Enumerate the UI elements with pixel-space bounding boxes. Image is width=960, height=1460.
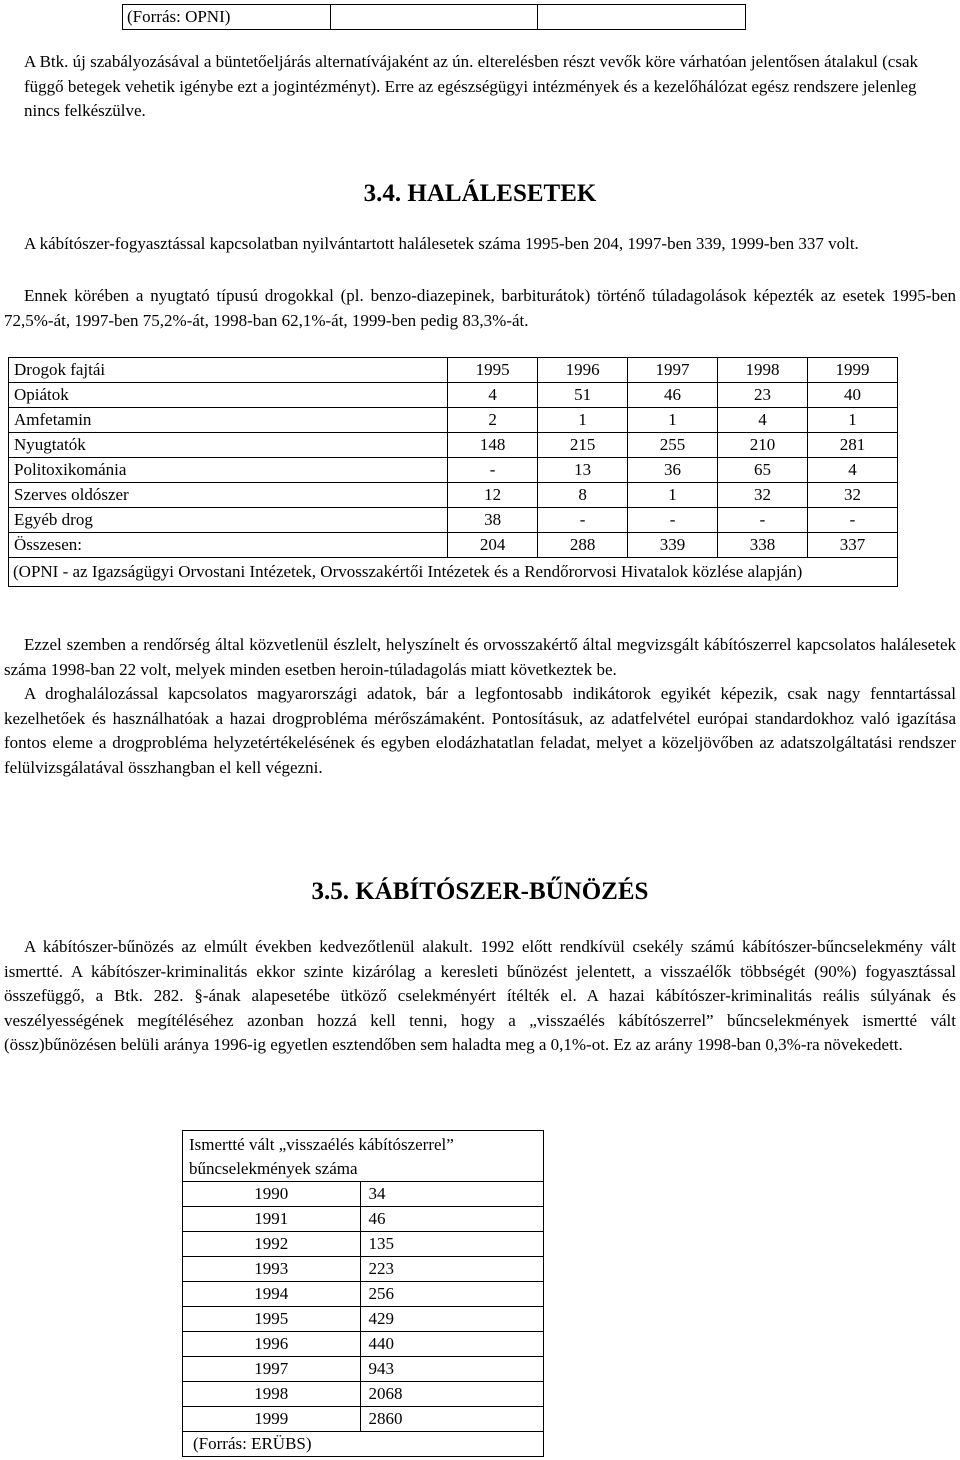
value-cell: 65	[718, 458, 808, 483]
drug-type-cell: Politoxikománia	[9, 458, 448, 483]
table-note-row	[9, 558, 898, 587]
police-deaths-paragraph: Ezzel szemben a rendőrség által közvetlenül észlelt, helyszínelt és orvosszakértő által megvizsgált kábítószerrel kapcsolatos halálesetek száma 1998-ban 22 volt, melyek minden esetben heroin-túladagolás miatt következtek be.	[4, 635, 956, 679]
crime-table-source-row	[183, 1432, 544, 1457]
value-cell: 1	[538, 408, 628, 433]
value-cell: 337	[807, 533, 897, 558]
top-source-cell: (Forrás: OPNI)	[123, 5, 331, 30]
post-table-body	[4, 633, 956, 780]
header-cell: 1998	[718, 358, 808, 383]
table-row	[9, 408, 898, 433]
table-row	[9, 483, 898, 508]
drug-type-cell: Szerves oldószer	[9, 483, 448, 508]
section-3-4-body	[4, 232, 956, 257]
value-cell: 4	[807, 458, 897, 483]
top-source-table	[122, 4, 746, 30]
sedatives-paragraph: Ennek körében a nyugtató típusú drogokkal (pl. benzo-diazepinek, barbiturátok) történő túladagolások képezték az esetek 1995-ben 72,5%-át, 1997-ben 75,2%-át, 1998-ban 62,1%-át, 1999-ben pedig 83,3%-át.	[4, 286, 956, 330]
value-cell: 4	[718, 408, 808, 433]
intro-paragraph: A Btk. új szabályozásával a büntetőeljárás alternatívájaként az ún. elterelésben részt vevők köre várhatóan jelentősen átalakul (csak függő betegek vehetik igénybe ezt a jogintézményt). Erre az egészségügyi intézmények és a kezelőhálózat egész rendszere jelenleg nincs felkészülve.	[24, 52, 919, 120]
value-cell: 23	[718, 383, 808, 408]
header-cell: 1996	[538, 358, 628, 383]
header-cell: 1997	[628, 358, 718, 383]
table-row-total	[9, 533, 898, 558]
value-cell: 1	[628, 483, 718, 508]
value-cell: 40	[807, 383, 897, 408]
drug-type-cell: Amfetamin	[9, 408, 448, 433]
header-cell: 1995	[448, 358, 538, 383]
year-cell: 1992	[183, 1232, 361, 1257]
drug-type-cell: Opiátok	[9, 383, 448, 408]
value-cell: 46	[628, 383, 718, 408]
table-row	[183, 1382, 544, 1407]
table-row	[183, 1307, 544, 1332]
year-cell: 1994	[183, 1282, 361, 1307]
value-cell: 281	[807, 433, 897, 458]
year-cell: 1990	[183, 1182, 361, 1207]
value-cell: 204	[448, 533, 538, 558]
drug-type-cell: Egyéb drog	[9, 508, 448, 533]
value-cell: 2	[448, 408, 538, 433]
value-cell: 51	[538, 383, 628, 408]
value-cell: -	[807, 508, 897, 533]
value-cell: 32	[718, 483, 808, 508]
deaths-paragraph: A kábítószer-fogyasztással kapcsolatban nyilvántartott halálesetek száma 1995-ben 204, 1997-ben 339, 1999-ben 337 volt.	[24, 234, 859, 253]
drug-type-cell: Nyugtatók	[9, 433, 448, 458]
value-cell: -	[538, 508, 628, 533]
table-row	[9, 458, 898, 483]
count-cell: 34	[360, 1182, 544, 1207]
crime-table-title: Ismertté vált „visszaélés kábítószerrel” bűncselekmények száma	[183, 1131, 544, 1182]
value-cell: 1	[807, 408, 897, 433]
header-cell: Drogok fajtái	[9, 358, 448, 383]
value-cell: 8	[538, 483, 628, 508]
value-cell: -	[628, 508, 718, 533]
year-cell: 1993	[183, 1257, 361, 1282]
value-cell: -	[448, 458, 538, 483]
header-cell: 1999	[807, 358, 897, 383]
table-row	[183, 1182, 544, 1207]
year-cell: 1991	[183, 1207, 361, 1232]
section-3-4-body-2	[4, 284, 956, 333]
value-cell: 38	[448, 508, 538, 533]
count-cell: 2068	[360, 1382, 544, 1407]
table-row	[9, 433, 898, 458]
table-header-row	[9, 358, 898, 383]
value-cell: 1	[628, 408, 718, 433]
crime-table-source: (Forrás: ERÜBS)	[183, 1432, 544, 1457]
table-row	[9, 383, 898, 408]
value-cell: 255	[628, 433, 718, 458]
table-row	[183, 1207, 544, 1232]
section-3-5-body	[4, 935, 956, 1058]
value-cell: 210	[718, 433, 808, 458]
count-cell: 440	[360, 1332, 544, 1357]
value-cell: 12	[448, 483, 538, 508]
count-cell: 429	[360, 1307, 544, 1332]
year-cell: 1999	[183, 1407, 361, 1432]
drug-deaths-table	[8, 357, 898, 587]
value-cell: 339	[628, 533, 718, 558]
crime-paragraph: A kábítószer-bűnözés az elmúlt években kedvezőtlenül alakult. 1992 előtt rendkívül csekély számú kábítószer-bűncselekmény vált ismertté. A kábítószer-kriminalitás ekkor szinte kizárólag a keresleti bűnözést jelentett, a visszaélők többségét (90%) fogyasztással összefüggő, a Btk. 282. §-ának alapesetébe ütköző cselekményért ítélték el. A hazai kábítószer-kriminalitás reális súlyának és veszélyességének megítéléséhez azonban hozzá kell tenni, hogy a „visszaélés kábítószerrel” bűncselekmények ismertté vált (össz)bűnözésen belüli aránya 1996-ig egyetlen esztendőben sem haladta meg a 0,1%-ot. Ez az arány 1998-ban 0,3%-ra növekedett.	[4, 937, 956, 1054]
drug-type-cell: Összesen:	[9, 533, 448, 558]
year-cell: 1995	[183, 1307, 361, 1332]
value-cell: 288	[538, 533, 628, 558]
count-cell: 2860	[360, 1407, 544, 1432]
table-row	[183, 1257, 544, 1282]
count-cell: 135	[360, 1232, 544, 1257]
empty-cell	[537, 5, 745, 30]
count-cell: 256	[360, 1282, 544, 1307]
value-cell: 215	[538, 433, 628, 458]
table-row	[183, 1282, 544, 1307]
crime-table-title-row	[183, 1131, 544, 1182]
data-quality-paragraph: A droghalálozással kapcsolatos magyarországi adatok, bár a legfontosabb indikátorok egyikét képezik, csak nagy fenntartással kezelhetőek és használhatóak a hazai drogprobléma mérőszámaként. Pontosításuk, az adatfelvétel európai standardokhoz való igazítása fontos eleme a drogprobléma helyzetértékelésének és egyben elodázhatatlan feladat, melyet a közeljövőben az adatszolgáltatási rendszer felülvizsgálatával összhangban el kell végezni.	[4, 684, 956, 777]
value-cell: 148	[448, 433, 538, 458]
table-row	[183, 1357, 544, 1382]
intro-block	[24, 50, 955, 124]
count-cell: 223	[360, 1257, 544, 1282]
empty-cell	[331, 5, 537, 30]
value-cell: 13	[538, 458, 628, 483]
year-cell: 1996	[183, 1332, 361, 1357]
year-cell: 1997	[183, 1357, 361, 1382]
value-cell: 32	[807, 483, 897, 508]
section-heading-3-5: 3.5. KÁBÍTÓSZER-BŰNÖZÉS	[311, 878, 649, 905]
table-row	[9, 508, 898, 533]
section-heading-3-4: 3.4. HALÁLESETEK	[363, 180, 597, 207]
table-row	[183, 1232, 544, 1257]
value-cell: 338	[718, 533, 808, 558]
table-row	[183, 1407, 544, 1432]
count-cell: 46	[360, 1207, 544, 1232]
value-cell: 4	[448, 383, 538, 408]
table-row	[183, 1332, 544, 1357]
value-cell: -	[718, 508, 808, 533]
year-cell: 1998	[183, 1382, 361, 1407]
table-source-note: (OPNI - az Igazságügyi Orvostani Intézetek, Orvosszakértői Intézetek és a Rendőrorvosi Hivatalok közlése alapján)	[9, 558, 898, 587]
count-cell: 943	[360, 1357, 544, 1382]
value-cell: 36	[628, 458, 718, 483]
crime-count-table	[182, 1130, 544, 1457]
